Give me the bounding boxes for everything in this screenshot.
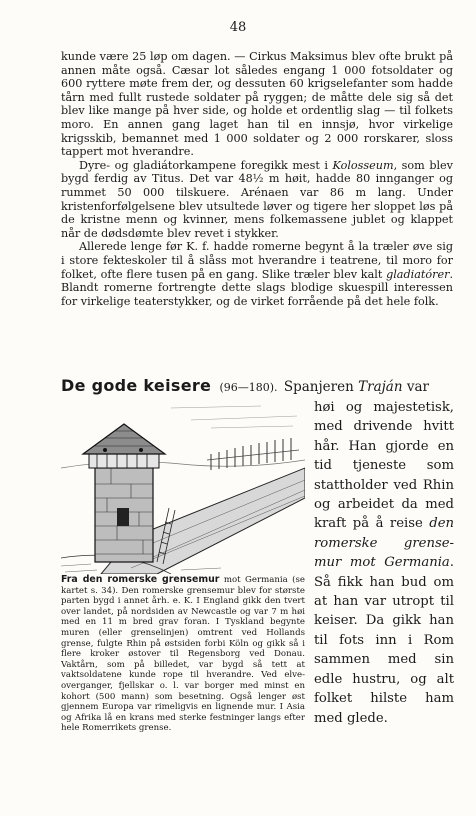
section-title: De gode keisere: [61, 376, 212, 395]
page-number: 48: [229, 20, 247, 35]
section-heading: [61, 376, 453, 398]
paragraph-gladiators: [61, 240, 453, 308]
term-gladiatorer: gladiatórer: [386, 267, 450, 281]
paragraph-colosseum: [61, 159, 453, 241]
section-intro: [284, 379, 429, 395]
caption-text: mot Germania (se kartet s. 34). Den romerske grensemur blev for største parten bygd i annet årh. e. K. I England gikk den tvert over landet, på nordsiden av Newcastle og var 7 m høi med en 11 m bred grav foran. I Tyskland begynte muren (eller grenselinjen) omtrent ved Hollands grense, fulgte Rhin på østsiden forbi Köln og gikk så i flere kroker østover til Regensborg ved Donau. Vaktårn, som på billedet, var bygd så tett at vaktsoldatene kunde rope til hverandre. Ved elveoverganger, fjellskar o. l. var borger med minst en kohort (500 mann) som besetning. Også lenger øst gjennem Europa var rimeligvis en lignende mur. I Asia og Afrika lå en krans med sterke festninger langs efter hele Romerrikets grense.: [61, 575, 305, 734]
roman-watchtower-illustration: [61, 398, 305, 574]
text-span: , som blev bygd ferdig av Titus. Det var 48½ m høit, hadde 80 innganger og rummet 50 000 tilskuere. Arénaen var 86 m lang. Under kristenforfølgelsene blev utsultede løver og tigere her sloppet løs på de kristne menn og kvinner, mens folkemassene jublet og klappet når de dødsdømte blev revet i stykker.: [61, 158, 453, 240]
caption-title: Fra den romerske grensemur: [61, 574, 220, 585]
term-trajan: Traján: [358, 379, 403, 395]
main-text: [61, 50, 453, 308]
section-good-emperors: [61, 376, 453, 398]
figure-caption: [61, 575, 305, 734]
side-column-text: [314, 398, 454, 728]
text-span: . Blandt romerne fortrengte dette slags blodige skuespill interessen for virkelige teaterstykker, og de virket forrående på det hele folk.: [61, 267, 453, 308]
term-grensemur: den romerske grensemur mot Germania: [314, 516, 454, 571]
text-span: høi og majestetisk, med drivende hvitt hår. Han gjorde en tid tjeneste som stattholder ved Rhin og arbeidet da med kraft på å reise: [314, 400, 454, 532]
text-span: Allerede lenge før K. f. hadde romerne begynt å la træler øve sig i store fekteskoler til å slåss mot hverandre i teatrene, til moro for folket, ofte flere tusen på en gang. Slike træler blev kalt: [61, 240, 453, 281]
paragraph-circus: kunde være 25 løp om dagen. — Cirkus Maksimus blev ofte brukt på annen måte også. Cæsar lot således engang 1 000 fotsoldater og 600 ryttere møte frem der, og dessuten 60 krigselefanter som hadde tårn med fullt rustede soldater på ryggen; de måtte dele sig så det blev like mange på hver side, og holde et ordentlig slag — til folkets moro. En annen gang laget han til en innsjø, hvor virkelige krigsskib, bemannet med 1 000 soldater og 2 000 rorskarer, sloss tappert mot hverandre.: [61, 50, 453, 159]
watchtower-drawing: [61, 398, 305, 574]
text-span: var: [402, 379, 429, 395]
text-span: Dyre- og gladiátorkampene foregikk mest i: [79, 158, 333, 172]
text-span: . Så fikk han bud om at han var utropt til keiser. Da gikk han til fots inn i Rom sammen med sin edle hustru, og alt folket hilste ham med glede.: [314, 555, 454, 726]
term-kolosseum: Kolosseum: [332, 158, 394, 172]
text-span: Spanjeren: [283, 379, 359, 395]
section-years: (96—180).: [219, 381, 278, 394]
